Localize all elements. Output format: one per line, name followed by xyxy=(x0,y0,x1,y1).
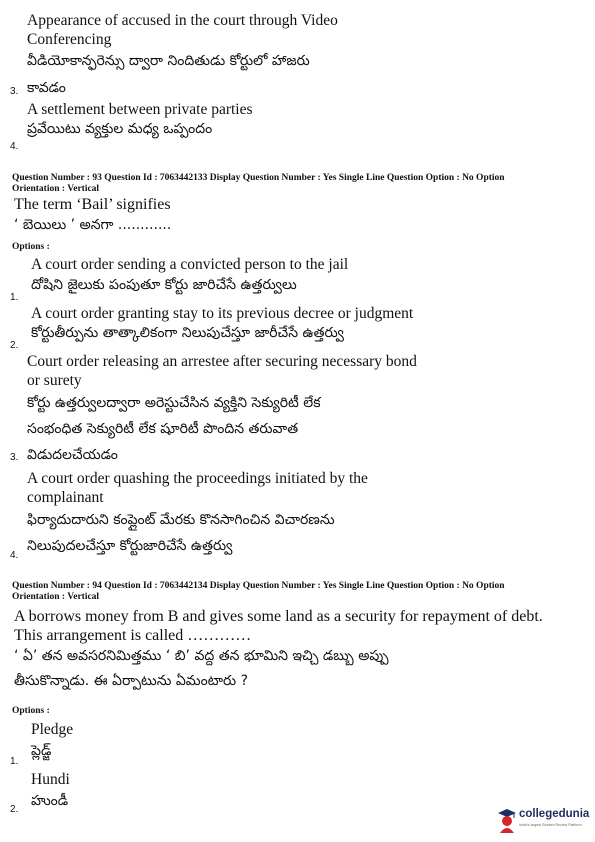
q92-option4-number: 4. xyxy=(10,141,19,152)
collegedunia-logo xyxy=(497,805,593,837)
q94-option2-te: హుండీ xyxy=(31,793,69,809)
q93-option4-en-line2: complainant xyxy=(27,489,104,506)
q92-option4-en: A settlement between private parties xyxy=(27,101,253,118)
q93-meta-line1: Question Number : 93 Question Id : 7063442133 Display Question Number : Yes Single Line Question Option : No Option xyxy=(12,173,505,183)
q93-option1-number: 1. xyxy=(10,292,19,303)
q94-option2-en: Hundi xyxy=(31,771,70,788)
q93-option4-number: 4. xyxy=(10,550,19,561)
q92-option3-en-line1: Appearance of accused in the court through Video xyxy=(27,12,338,29)
q93-option4-te-line1: ఫిర్యాదుదారుని కంప్లైంట్ మేరకు కొనసాగించిన విచారణను xyxy=(27,512,335,528)
q93-option2-number: 2. xyxy=(10,340,19,351)
q94-option1-en: Pledge xyxy=(31,721,74,738)
q93-option4-en-line1: A court order quashing the proceedings initiated by the xyxy=(27,470,368,487)
q93-option3-te-line1: కోర్టు ఉత్తర్వులద్వారా అరెస్టుచేసిన వ్యక్తిని సెక్యురిటీ లేక xyxy=(27,395,321,411)
q92-option3-number: 3. xyxy=(10,86,19,97)
q93-option3-en-line2: or surety xyxy=(27,372,82,389)
q94-meta-line2: Orientation : Vertical xyxy=(12,592,100,602)
q93-option1-en: A court order sending a convicted person to the jail xyxy=(31,256,349,273)
q92-option3-en-line2: Conferencing xyxy=(27,31,112,48)
q92-option3-te-line1: వీడియోకాన్ఫరెన్సు ద్వారా నిందితుడు కోర్టులో హాజరు xyxy=(27,53,310,69)
q93-option3-en-line1: Court order releasing an arrestee after securing necessary bond xyxy=(27,353,417,370)
q94-question-te-line2: తీసుకొన్నాడు. ఈ ఏర్పాటును ఏమంటారు ? xyxy=(14,673,249,689)
q93-option1-te: దోషిని జైలుకు పంపుతూ కోర్టు జారిచేసే ఉత్తర్వులు xyxy=(31,277,297,293)
q92-option4-te: ప్రవేయిటు వ్యక్తుల మధ్య ఒప్పందం xyxy=(27,121,213,137)
q94-question-te-line1: ‘ ఏ’ తన అవసరనిమిత్తము ‘ బి’ వద్ద తన భూమిని ఇచ్చి డబ్బు అప్పు xyxy=(14,648,389,664)
logo-wordmark: collegedunia xyxy=(519,808,590,820)
q94-question-en-line1: A borrows money from B and gives some land as a security for repayment of debt. xyxy=(14,608,543,625)
q94-option2-number: 2. xyxy=(10,804,19,815)
q93-meta-line2: Orientation : Vertical xyxy=(12,184,100,194)
graduate-mascot-icon xyxy=(497,807,517,833)
q93-option3-te-line2: సంభంధిత సెక్యురిటీ లేక షూరిటీ పొందిన తరువాత xyxy=(27,421,299,437)
q93-option3-number: 3. xyxy=(10,452,19,463)
q94-options-label: Options : xyxy=(12,706,50,716)
q93-options-label: Options : xyxy=(12,242,50,252)
q94-option1-te: ప్లెడ్జ్ xyxy=(31,743,52,759)
q93-option4-te-line2: నిలుపుదలచేస్తూ కోర్టుజారిచేసే ఉత్తర్వు xyxy=(27,538,233,554)
q94-meta-line1: Question Number : 94 Question Id : 7063442134 Display Question Number : Yes Single Line Question Option : No Option xyxy=(12,581,505,591)
q94-option1-number: 1. xyxy=(10,756,19,767)
q93-option2-te: కోర్టుతీర్పును తాత్కాలికంగా నిలుపుచేస్తూ జారీచేసే ఉత్తర్వు xyxy=(31,325,344,341)
q93-option2-en: A court order granting stay to its previous decree or judgment xyxy=(31,305,414,322)
q94-question-en-line2: This arrangement is called ………… xyxy=(14,627,252,644)
q93-option3-te-line3: విడుదలచేయడం xyxy=(27,447,118,463)
q93-question-en: The term ‘Bail’ signifies xyxy=(14,196,171,213)
logo-tagline: India's largest Student Review Platform xyxy=(519,823,582,827)
q92-option3-te-line2: కావడం xyxy=(27,80,66,96)
q93-question-te: ‘ బెయిలు ’ అనగా ............ xyxy=(14,217,172,233)
